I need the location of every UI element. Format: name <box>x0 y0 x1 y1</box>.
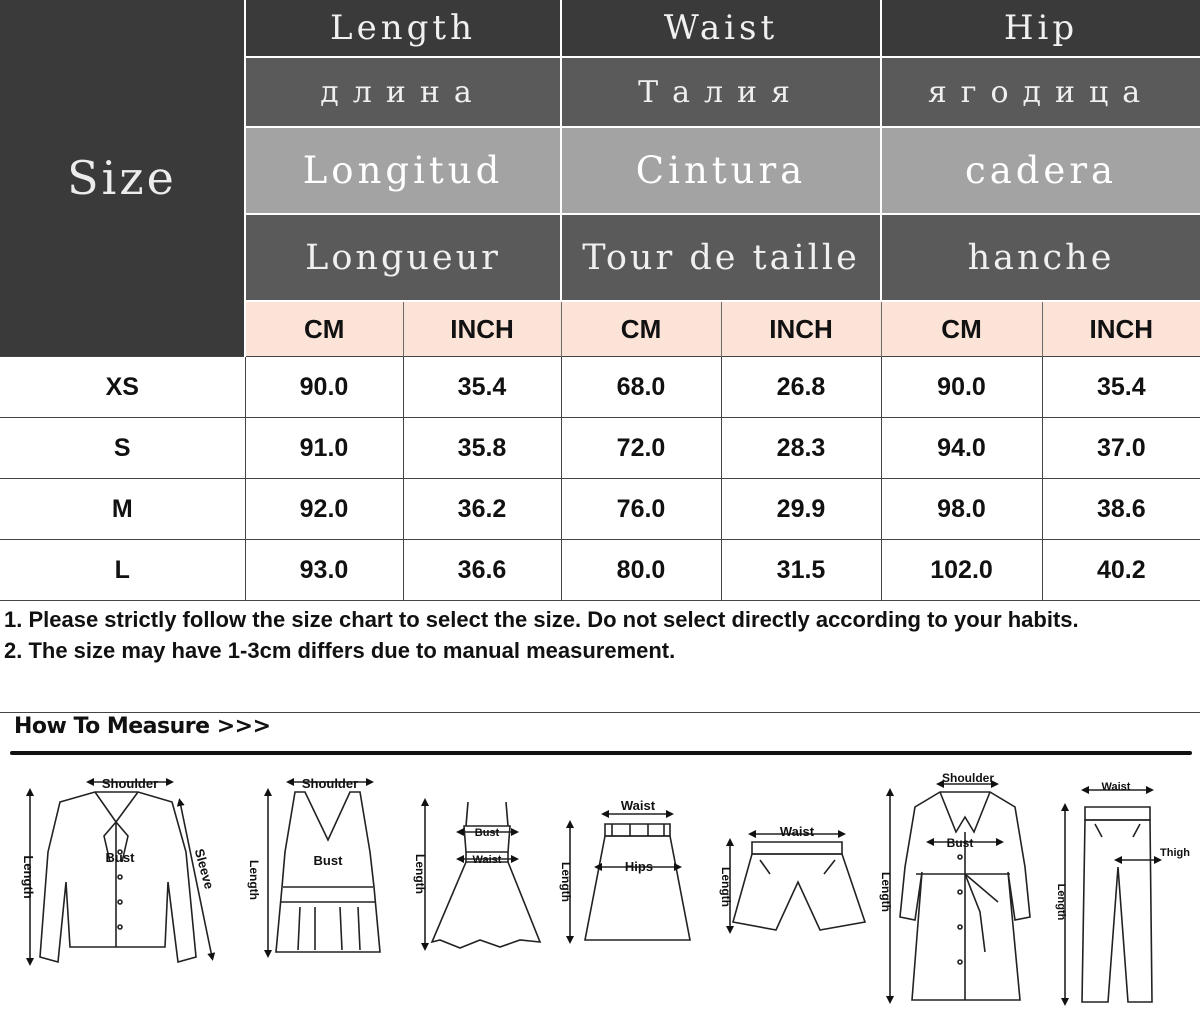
table-row <box>0 357 1200 418</box>
divider <box>0 712 1200 713</box>
table-cell: 90.0 <box>245 357 403 418</box>
label-bust: Bust <box>105 850 135 865</box>
label-bust: Bust <box>313 853 343 868</box>
table-cell: 37.0 <box>1042 418 1200 479</box>
size-notes <box>4 604 1194 666</box>
table-cell: 76.0 <box>561 479 721 540</box>
table-cell: 38.6 <box>1042 479 1200 540</box>
unit-header: INCH <box>1042 301 1200 357</box>
table-cell: 92.0 <box>245 479 403 540</box>
length-header-es: Longitud <box>245 127 561 214</box>
table-cell: 35.8 <box>403 418 561 479</box>
waist-header-fr: Tour de taille <box>561 214 881 301</box>
table-cell: 91.0 <box>245 418 403 479</box>
size-label: M <box>0 479 245 540</box>
label-shoulder: Shoulder <box>941 771 995 785</box>
unit-header: CM <box>561 301 721 357</box>
note-1: 1. Please strictly follow the size chart to select the size. Do not select directly according to your habits. <box>4 607 1079 632</box>
length-header-fr: Longueur <box>245 214 561 301</box>
label-hips: Hips <box>624 859 654 874</box>
table-cell: 68.0 <box>561 357 721 418</box>
waist-header-ru: Талия <box>561 57 881 127</box>
shorts-illustration <box>730 834 865 930</box>
label-length: Length <box>247 860 261 900</box>
blouse-illustration <box>30 782 212 962</box>
label-waist: Waist <box>779 824 815 839</box>
label-length: Length <box>879 872 893 912</box>
measurement-illustrations <box>0 762 1200 1012</box>
label-thigh: Thigh <box>1160 847 1190 859</box>
label-bust: Bust <box>474 827 500 839</box>
label-shoulder: Shoulder <box>301 776 359 791</box>
coat-illustration <box>890 784 1030 1000</box>
table-row <box>0 418 1200 479</box>
table-cell: 26.8 <box>721 357 881 418</box>
table-cell: 98.0 <box>881 479 1042 540</box>
table-cell: 102.0 <box>881 540 1042 601</box>
table-cell: 31.5 <box>721 540 881 601</box>
waist-header-es: Cintura <box>561 127 881 214</box>
hip-header-fr: hanche <box>881 214 1200 301</box>
label-waist: Waist <box>472 854 502 866</box>
size-label: S <box>0 418 245 479</box>
note-2: 2. The size may have 1-3cm differs due to manual measurement. <box>4 638 676 663</box>
table-cell: 80.0 <box>561 540 721 601</box>
hip-header-en: Hip <box>881 0 1200 57</box>
table-cell: 90.0 <box>881 357 1042 418</box>
length-header-ru: длина <box>245 57 561 127</box>
table-cell: 28.3 <box>721 418 881 479</box>
hip-header-ru: ягодица <box>881 57 1200 127</box>
unit-header: CM <box>245 301 403 357</box>
label-shoulder: Shoulder <box>101 776 159 791</box>
table-cell: 94.0 <box>881 418 1042 479</box>
label-length: Length <box>559 862 573 902</box>
how-to-measure-title: How To Measure >>> <box>14 714 271 739</box>
label-length: Length <box>21 855 36 899</box>
label-length: Length <box>719 867 733 907</box>
table-cell: 72.0 <box>561 418 721 479</box>
table-cell: 36.2 <box>403 479 561 540</box>
waist-header-en: Waist <box>561 0 881 57</box>
table-cell: 35.4 <box>1042 357 1200 418</box>
label-waist: Waist <box>620 798 656 813</box>
unit-header: CM <box>881 301 1042 357</box>
size-header: Size <box>0 0 245 357</box>
unit-header: INCH <box>721 301 881 357</box>
divider <box>10 751 1192 755</box>
label-sleeve: Sleeve <box>191 846 217 891</box>
dress-illustration <box>425 802 540 948</box>
tank-top-illustration <box>268 782 380 954</box>
label-bust: Bust <box>946 836 974 850</box>
skirt-illustration <box>570 814 690 940</box>
label-waist: Waist <box>1101 781 1131 793</box>
table-cell: 29.9 <box>721 479 881 540</box>
table-row <box>0 479 1200 540</box>
unit-header: INCH <box>403 301 561 357</box>
table-cell: 93.0 <box>245 540 403 601</box>
table-cell: 40.2 <box>1042 540 1200 601</box>
table-cell: 35.4 <box>403 357 561 418</box>
size-label: XS <box>0 357 245 418</box>
length-header-en: Length <box>245 0 561 57</box>
label-length: Length <box>413 854 427 894</box>
table-row <box>0 540 1200 601</box>
hip-header-es: cadera <box>881 127 1200 214</box>
table-cell: 36.6 <box>403 540 561 601</box>
pants-illustration <box>1065 790 1158 1002</box>
size-label: L <box>0 540 245 601</box>
label-length: Length <box>1055 883 1067 921</box>
